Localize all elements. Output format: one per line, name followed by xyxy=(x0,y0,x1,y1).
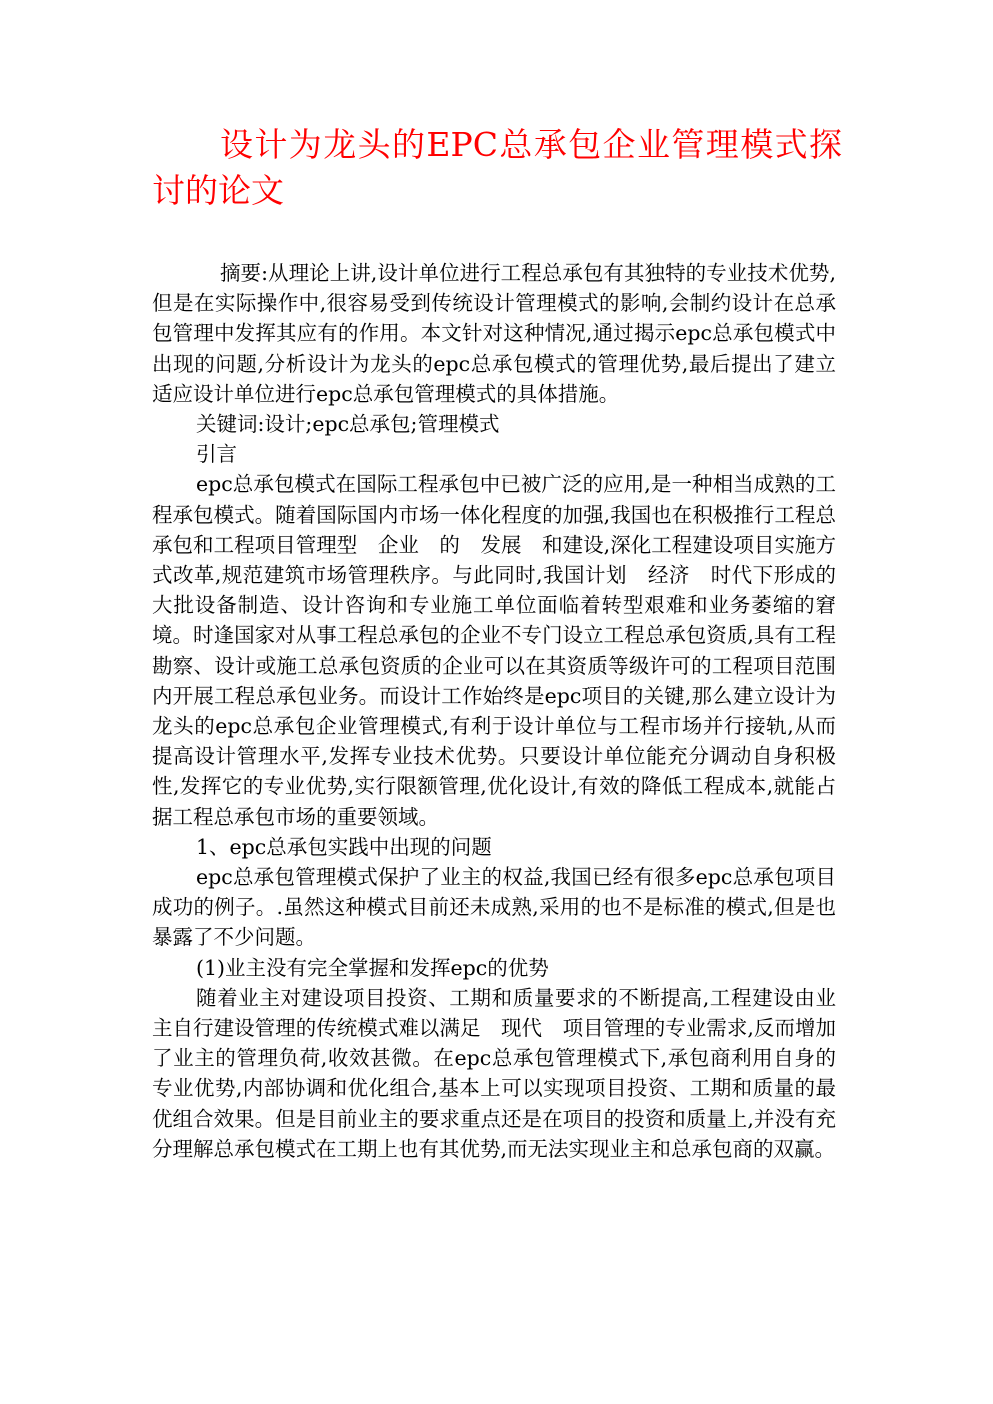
subsection-heading-1: (1)业主没有完全掌握和发挥epc的优势 xyxy=(196,955,549,980)
body-paragraph: epc总承包管理模式保护了业主的权益,我国已经有很多epc总承包项目成功的例子。.虽然这种模式目前还未成熟,采用的也不是标准的模式,但是也暴露了不少问题。 xyxy=(152,865,836,950)
document-body xyxy=(152,258,836,1164)
keywords-paragraph: 关键词:设计;epc总承包;管理模式 xyxy=(196,412,500,437)
section-heading-introduction: 引言 xyxy=(196,442,237,467)
body-paragraph: 随着业主对建设项目投资、工期和质量要求的不断提高,工程建设由业主自行建设管理的传统模式难以满足 现代 项目管理的专业需求,反而增加了业主的管理负荷,收效甚微。在epc总承包管理模式下,承包商利用自身的专业优势,内部协调和优化组合,基本上可以实现项目投资、工期和质量的最优组合效果。但是目前业主的要求重点还是在项目的投资和质量上,并没有充分理解总承包模式在工期上也有其优势,而无法实现业主和总承包商的双赢。 xyxy=(152,985,836,1161)
document-title: 设计为龙头的EPC总承包企业管理模式探讨的论文 xyxy=(152,125,842,210)
abstract-paragraph: 摘要:从理论上讲,设计单位进行工程总承包有其独特的专业技术优势,但是在实际操作中,很容易受到传统设计管理模式的影响,会制约设计在总承包管理中发挥其应有的作用。本文针对这种情况,通过揭示epc总承包模式中出现的问题,分析设计为龙头的epc总承包模式的管理优势,最后提出了建立适应设计单位进行epc总承包管理模式的具体措施。 xyxy=(152,261,836,406)
section-heading-1: 1、epc总承包实践中出现的问题 xyxy=(196,834,492,859)
body-paragraph: epc总承包模式在国际工程承包中已被广泛的应用,是一种相当成熟的工程承包模式。随着国际国内市场一体化程度的加强,我国也在积极推行工程总承包和工程项目管理型 企业 的 发展 和建设,深化工程建设项目实施方式改革,规范建筑市场管理秩序。与此同时,我国计划 经济 时代下形成的大批设备制造、设计咨询和专业施工单位面临着转型艰难和业务萎缩的窘境。时逢国家对从事工程总承包的企业不专门设立工程总承包资质,具有工程勘察、设计或施工总承包资质的企业可以在其资质等级许可的工程项目范围内开展工程总承包业务。而设计工作始终是epc项目的关键,那么建立设计为龙头的epc总承包企业管理模式,有利于设计单位与工程市场并行接轨,从而提高设计管理水平,发挥专业技术优势。只要设计单位能充分调动自身积极性,发挥它的专业优势,实行限额管理,优化设计,有效的降低工程成本,就能占据工程总承包市场的重要领域。 xyxy=(152,472,836,829)
